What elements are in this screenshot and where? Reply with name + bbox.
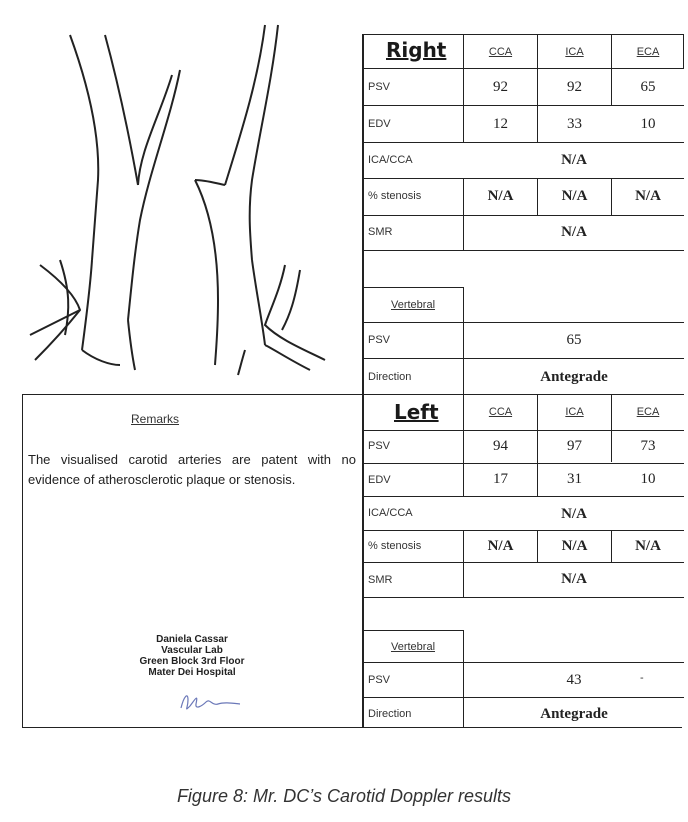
right-ica-cca-value: N/A [561,152,587,168]
artery-outline [70,35,98,260]
left-psv-label: PSV [368,440,391,452]
artery-outline [265,265,325,360]
grid-line [362,562,684,563]
right-psv-ica: 92 [567,79,582,95]
artery-outline [252,260,265,345]
left-vertebral-title: Vertebral [390,641,436,653]
grid-line [362,287,464,288]
artery-outline [35,310,80,360]
artery-outline [238,350,245,375]
right-smr-value: N/A [561,224,587,240]
signature [176,686,246,716]
right-smr-label: SMR [368,226,393,238]
artery-outline [225,25,265,185]
grid-line [362,394,364,728]
grid-line [362,530,684,531]
stamp-line: Green Block 3rd Floor [139,656,245,667]
right-col-eca: ECA [636,46,660,58]
stamp-line: Daniela Cassar [156,634,228,645]
right-ica-cca-label: ICA/CCA [368,154,413,166]
stamp-line: Mater Dei Hospital [148,667,236,678]
left-stenosis-ica: N/A [561,538,588,554]
right-vertebral-direction: Antegrade [540,369,608,385]
grid-line [362,630,464,631]
right-vertebral-title: Vertebral [390,299,436,311]
left-stenosis-cca: N/A [487,538,514,554]
artery-outline [128,320,135,370]
right-stenosis-label: % stenosis [368,190,422,202]
artery-outline [82,350,120,365]
artery-outline [105,35,138,185]
right-stenosis-cca: N/A [487,188,514,204]
left-title: Left [394,400,439,424]
left-ica-cca-value: N/A [561,506,587,522]
artery-outline [282,270,300,330]
artery-outline [250,25,278,260]
right-vertebral-psv-label: PSV [368,334,391,346]
left-edv-eca: 10 [640,471,656,487]
left-ica-cca-label: ICA/CCA [368,507,413,519]
left-edv-label: EDV [368,474,391,486]
left-col-eca: ECA [636,406,660,418]
grid-line [362,250,684,251]
grid-line [362,597,684,598]
left-smr-label: SMR [368,574,393,586]
artery-outline [82,260,92,350]
left-smr-value: N/A [561,571,587,587]
left-stenosis-eca: N/A [635,538,661,554]
left-vertebral-psv: 43 [566,672,582,688]
grid-line [362,496,684,497]
artery-outline [30,265,80,335]
left-edv-cca: 17 [493,471,508,487]
artery-outline [128,70,180,320]
right-edv-ica: 33 [567,116,582,132]
right-edv-label: EDV [368,118,391,130]
artery-outline [138,75,172,185]
left-vertebral-psv-mark: - [640,672,644,684]
right-stenosis-ica: N/A [561,188,588,204]
right-psv-cca: 92 [493,79,508,95]
remarks-title: Remarks [131,412,180,426]
left-psv-eca: 73 [640,438,656,454]
left-vertebral-direction: Antegrade [540,706,608,722]
grid-line [362,662,684,663]
right-edv-cca: 12 [493,116,508,132]
right-psv-label: PSV [368,81,391,93]
left-vertebral-psv-label: PSV [368,674,391,686]
grid-line [362,215,684,216]
figure-caption: Figure 8: Mr. DC’s Carotid Doppler results [176,786,512,806]
grid-line [362,34,364,394]
grid-line [362,697,684,698]
left-edv-ica: 31 [567,471,582,487]
grid-line [362,68,684,69]
grid-line [362,105,684,106]
lab-stamp [112,634,272,678]
right-col-cca: CCA [488,46,513,58]
grid-line [22,727,682,728]
grid-line [362,322,684,323]
artery-outline [60,260,68,335]
artery-outline [195,180,218,365]
carotid-diagram [20,20,360,380]
grid-line [362,142,684,143]
grid-line [362,34,684,35]
left-col-cca: CCA [488,406,513,418]
remarks-text: The visualised carotid arteries are patent with no evidence of atherosclerotic plaque or stenosis. [28,452,356,487]
left-stenosis-label: % stenosis [368,540,422,552]
left-col-ica: ICA [565,406,584,418]
right-edv-eca: 10 [640,116,656,132]
grid-line [362,178,684,179]
right-psv-eca: 65 [640,79,656,95]
grid-line [22,394,684,395]
right-stenosis-eca: N/A [635,188,661,204]
right-vertebral-psv: 65 [566,332,582,348]
grid-line [22,394,23,728]
grid-line [362,358,684,359]
grid-line [362,430,684,431]
left-psv-ica: 97 [567,438,582,454]
right-col-ica: ICA [565,46,584,58]
grid-line [362,463,684,464]
left-vertebral-direction-label: Direction [368,708,412,720]
stamp-line: Vascular Lab [161,645,223,656]
right-title: Right [386,38,447,62]
right-vertebral-direction-label: Direction [368,371,412,383]
left-psv-cca: 94 [493,438,508,454]
artery-outline [195,180,225,185]
